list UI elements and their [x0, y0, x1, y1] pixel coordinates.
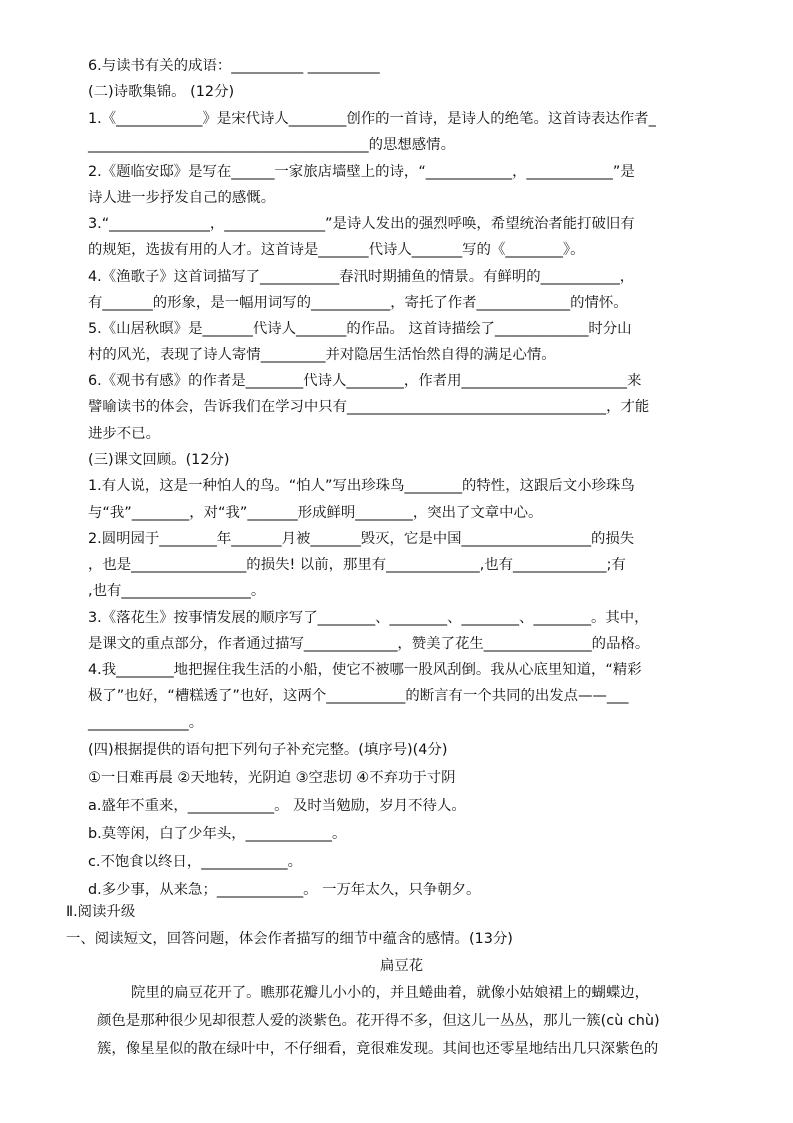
part3-line: 极了”也好，“槽糕透了”也好，这两个___________的断言有一个共同的出发点——___: [88, 688, 629, 704]
part3-line: 2.圆明园于________年_______月被_______毁灭，它是中国__________________的损失: [88, 531, 635, 547]
part4-item: a.盛年不重来，____________。 及时当勉励，岁月不待人。: [88, 798, 466, 814]
part2-line: 1.《____________》是宋代诗人________创作的一首诗，是诗人的绝笔。这首诗表达作者_: [88, 111, 656, 127]
part2-title: (二)诗歌集锦。 (12分): [88, 84, 235, 100]
part2-line: 4.《渔歌子》这首词描写了___________春汛时期捕鱼的情景。有鲜明的___________，: [88, 269, 635, 285]
passage-title: 扁豆花: [380, 958, 424, 974]
passage-line: 院里的扁豆花开了。瞧那花瓣儿小小的，并且蜷曲着，就像小姑娘裙上的蝴蝶边，: [131, 985, 650, 1001]
part2-line: 有_______的形象，是一幅用词写的___________，寄托了作者_____________的情怀。: [88, 295, 628, 311]
part2-line: 2.《题临安邸》是写在______一家旅店墙壁上的诗，“____________，____________”是: [88, 164, 635, 180]
part3-line: 4.我________地把握住我生活的小船，使它不被哪一股风刮倒。我从心底里知道，“精彩: [88, 662, 642, 678]
part4-item: d.多少事，从来急；____________。 一万年太久，只争朝夕。: [88, 882, 481, 898]
reading-section-title: Ⅱ.阅读升级: [66, 904, 136, 920]
part2-line: 诗人进一步抒发自己的感慨。: [88, 190, 276, 206]
passage-line: 颜色是那种很少见却很惹人爱的淡紫色。花开得不多，但这儿一丛丛，那儿一簇(cù chù): [97, 1013, 660, 1029]
part3-line: 与“我”________，对“我”_______形成鲜明________，突出了文章中心。: [88, 505, 543, 521]
part4-options: ①一日难再晨 ②天地转，光阴迫 ③空悲切 ④不弃功于寸阴: [88, 770, 456, 786]
part3-line: ,也有__________________。: [88, 583, 266, 599]
part4-item: c.不饱食以终日，____________。: [88, 854, 302, 870]
part3-line: 1.有人说，这是一种怕人的鸟。“怕人”写出珍珠鸟________的特性，这跟后文小珍珠鸟: [88, 478, 635, 494]
part2-line: 5.《山居秋暝》是_______代诗人_______的作品。 这首诗描绘了_____________时分山: [88, 321, 632, 337]
part2-line: 3.“______________，______________”是诗人发出的强烈呼唤，希望统治者能打破旧有: [88, 216, 635, 232]
reading-question: 一、阅读短文，回答问题，体会作者描写的细节中蕴含的感情。(13分): [66, 931, 513, 947]
part2-line: 譬喻读书的体会，告诉我们在学习中只有____________________________________，才能: [88, 399, 650, 415]
part4-item: b.莫等闲，白了少年头，____________。: [88, 826, 347, 842]
part3-title: (三)课文回顾。(12分): [88, 452, 230, 468]
passage-line: 簇，像星星似的散在绿叶中，不仔细看，竟很难发现。其间也还零星地结出几只深紫色的: [97, 1041, 659, 1057]
part3-line: ，也是________________的损失! 以前，那里有_____________,也有_____________;有: [88, 557, 626, 573]
part3-line: 是课文的重点部分，作者通过描写_____________，赞美了花生_______________的品格。: [88, 636, 650, 652]
part3-line: 3.《落花生》按事情发展的顺序写了________、________、________、________。其中，: [88, 610, 649, 626]
part4-title: (四)根据提供的语句把下列句子补充完整。(填序号)(4分): [88, 742, 448, 758]
part2-line: 6.《观书有感》的作者是________代诗人________，作者用_______________________来: [88, 373, 642, 389]
part2-line: 村的风光，表现了诗人寄情_________并对隐居生活怡然自得的满足心情。: [88, 347, 556, 363]
part2-line: 进步不已。: [88, 426, 160, 442]
part3-line: ______________。: [88, 715, 204, 731]
part2-line: _______________________________________的思想感情。: [88, 137, 455, 153]
q6-idioms: 6.与读书有关的成语：__________ __________: [88, 58, 380, 74]
part2-line: 的规矩，选拔有用的人才。这首诗是_______代诗人_______写的《________》。: [88, 242, 585, 258]
